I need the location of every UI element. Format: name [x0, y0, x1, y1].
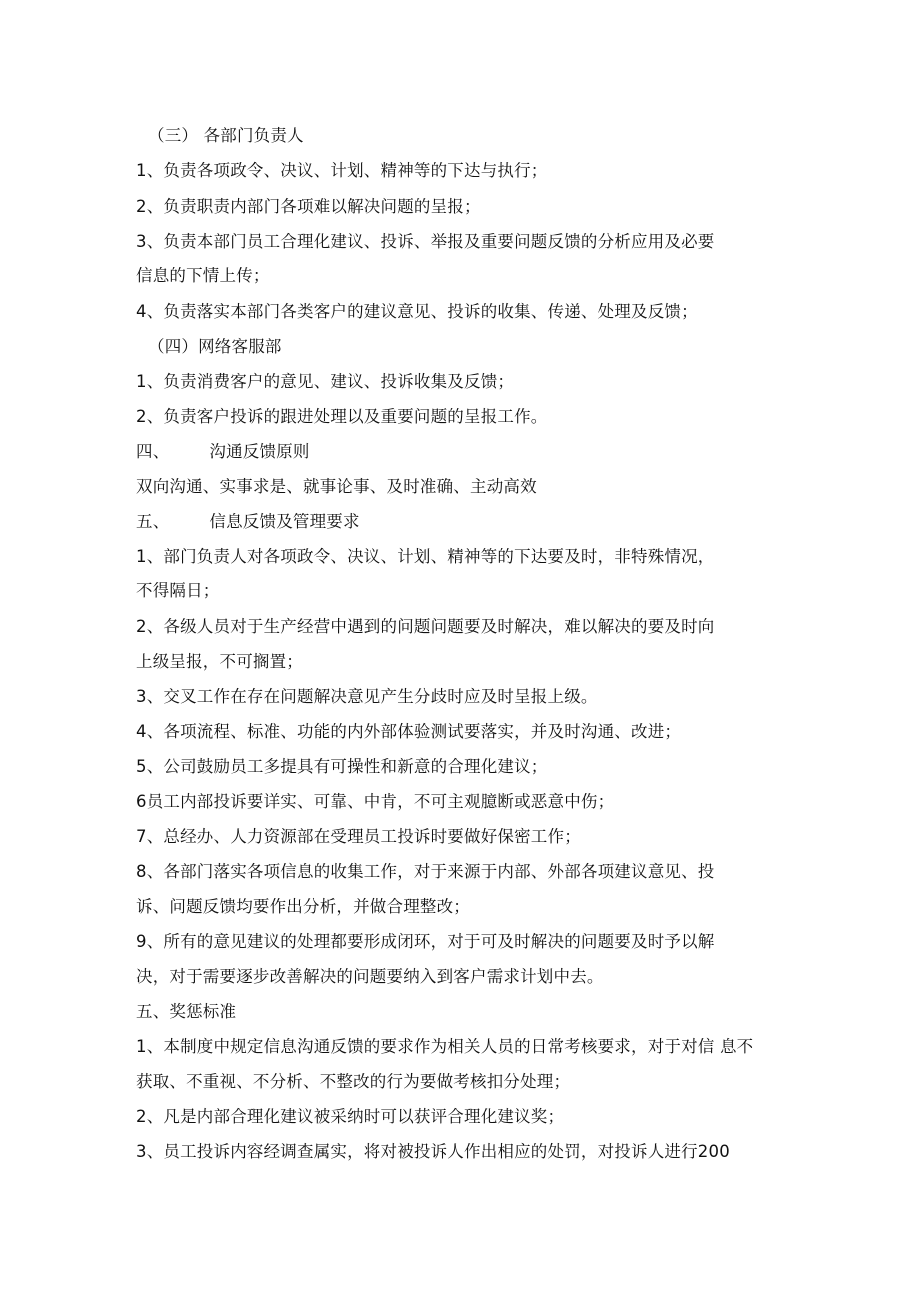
paragraph-line: 2、凡是内部合理化建议被采纳时可以获评合理化建议奖； — [136, 1107, 565, 1126]
paragraph-line: 信息的下情上传； — [136, 266, 270, 285]
paragraph-line: 3、员工投诉内容经调查属实，将对被投诉人作出相应的处罚，对投诉人进行200 — [136, 1142, 730, 1161]
section-title: 沟通反馈原则 — [209, 442, 310, 461]
section-number: 五、 — [136, 512, 170, 531]
paragraph-line: 3、负责本部门员工合理化建议、投诉、举报及重要问题反馈的分析应用及必要 — [136, 232, 715, 251]
section-heading-rewards-penalties: 五、奖惩标准 — [136, 1002, 237, 1021]
section-heading-department-heads: （三） 各部门负责人 — [148, 126, 304, 145]
paragraph-line: 双向沟通、实事求是、就事论事、及时准确、主动高效 — [136, 477, 537, 496]
paragraph-line: 4、负责落实本部门各类客户的建议意见、投诉的收集、传递、处理及反馈； — [136, 302, 698, 321]
paragraph-line: 2、负责客户投诉的跟进处理以及重要问题的呈报工作。 — [136, 407, 548, 426]
paragraph-line: 获取、不重视、不分析、不整改的行为要做考核扣分处理； — [136, 1072, 571, 1091]
paragraph-line: 1、负责各项政令、决议、计划、精神等的下达与执行； — [136, 161, 548, 180]
paragraph-line: 5、公司鼓励员工多提具有可操性和新意的合理化建议； — [136, 757, 548, 776]
section-number: 四、 — [136, 442, 170, 461]
paragraph-line: 决，对于需要逐步改善解决的问题要纳入到客户需求计划中去。 — [136, 967, 604, 986]
paragraph-line: 8、各部门落实各项信息的收集工作，对于来源于内部、外部各项建议意见、投 — [136, 862, 715, 881]
paragraph-line: 上级呈报，不可搁置； — [136, 652, 303, 671]
section-heading-online-service: （四）网络客服部 — [148, 337, 282, 356]
paragraph-line: 4、各项流程、标准、功能的内外部体验测试要落实，并及时沟通、改进； — [136, 722, 682, 741]
paragraph-line: 1、本制度中规定信息沟通反馈的要求作为相关人员的日常考核要求，对于对信 息不 — [136, 1037, 754, 1056]
section-heading-feedback-principles — [136, 441, 310, 463]
paragraph-line: 2、各级人员对于生产经营中遇到的问题问题要及时解决，难以解决的要及时向 — [136, 617, 715, 636]
section-title: 信息反馈及管理要求 — [209, 512, 360, 531]
paragraph-line: 1、负责消费客户的意见、建议、投诉收集及反馈； — [136, 372, 515, 391]
paragraph-line: 6员工内部投诉要详实、可靠、中肯，不可主观臆断或恶意中伤； — [136, 792, 615, 811]
paragraph-line: 3、交叉工作在存在问题解决意见产生分歧时应及时呈报上级。 — [136, 687, 598, 706]
paragraph-line: 7、总经办、人力资源部在受理员工投诉时要做好保密工作； — [136, 827, 581, 846]
paragraph-line: 9、所有的意见建议的处理都要形成闭环，对于可及时解决的问题要及时予以解 — [136, 932, 715, 951]
paragraph-line: 1、部门负责人对各项政令、决议、计划、精神等的下达要及时，非特殊情况， — [136, 547, 715, 566]
paragraph-line: 诉、问题反馈均要作出分析，并做合理整改； — [136, 897, 470, 916]
paragraph-line: 2、负责职责内部门各项难以解决问题的呈报； — [136, 197, 481, 216]
paragraph-line: 不得隔日； — [136, 581, 220, 600]
section-heading-management-requirements — [136, 511, 360, 533]
